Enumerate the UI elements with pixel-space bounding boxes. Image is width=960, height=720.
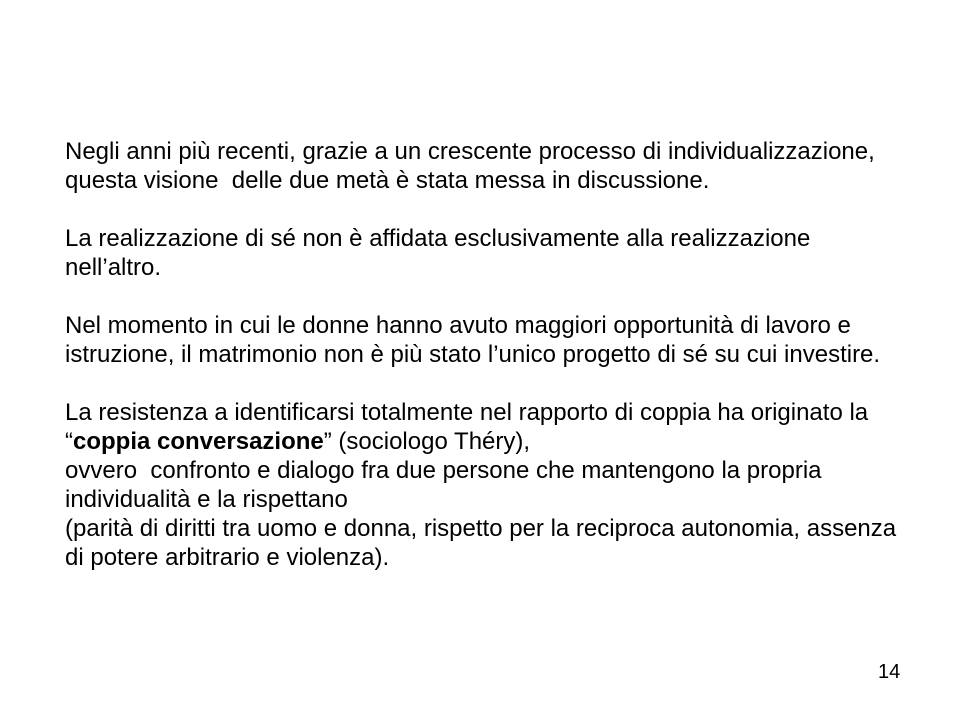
text-block [65,137,915,572]
text-segment: Negli anni più recenti, grazie a un crescente processo di individualizzazione, [65,138,875,165]
text-segment: “ [65,428,73,455]
text-segment: di potere arbitrario e violenza). [65,544,390,571]
text-line [65,427,915,456]
text-segment: questa visione delle due metà è stata messa in discussione. [65,167,710,194]
text-line [65,224,915,253]
text-segment: ” (sociologo Théry), [323,428,531,455]
paragraph [65,398,915,572]
text-line [65,137,915,166]
bold-text-segment: coppia conversazione [73,428,324,455]
text-segment: ovvero confronto e dialogo fra due persone che mantengono la propria [65,457,822,484]
text-line [65,340,915,369]
text-line [65,543,915,572]
text-segment: (parità di diritti tra uomo e donna, rispetto per la reciproca autonomia, assenza [65,515,897,542]
paragraph [65,137,915,195]
text-segment: Nel momento in cui le donne hanno avuto maggiori opportunità di lavoro e [65,312,851,339]
page-number: 14 [878,661,901,683]
paragraph [65,311,915,369]
text-segment: La resistenza a identificarsi totalmente nel rapporto di coppia ha originato la [65,399,869,426]
paragraph [65,224,915,282]
text-line [65,514,915,543]
text-line [65,253,915,282]
text-line [65,456,915,485]
text-line [65,398,915,427]
text-segment: individualità e la rispettano [65,486,348,513]
text-segment: La realizzazione di sé non è affidata esclusivamente alla realizzazione [65,225,811,252]
text-line [65,166,915,195]
text-line [65,311,915,340]
text-segment: istruzione, il matrimonio non è più stato l’unico progetto di sé su cui investire. [65,341,881,368]
text-line [65,485,915,514]
text-segment: nell’altro. [65,254,162,281]
